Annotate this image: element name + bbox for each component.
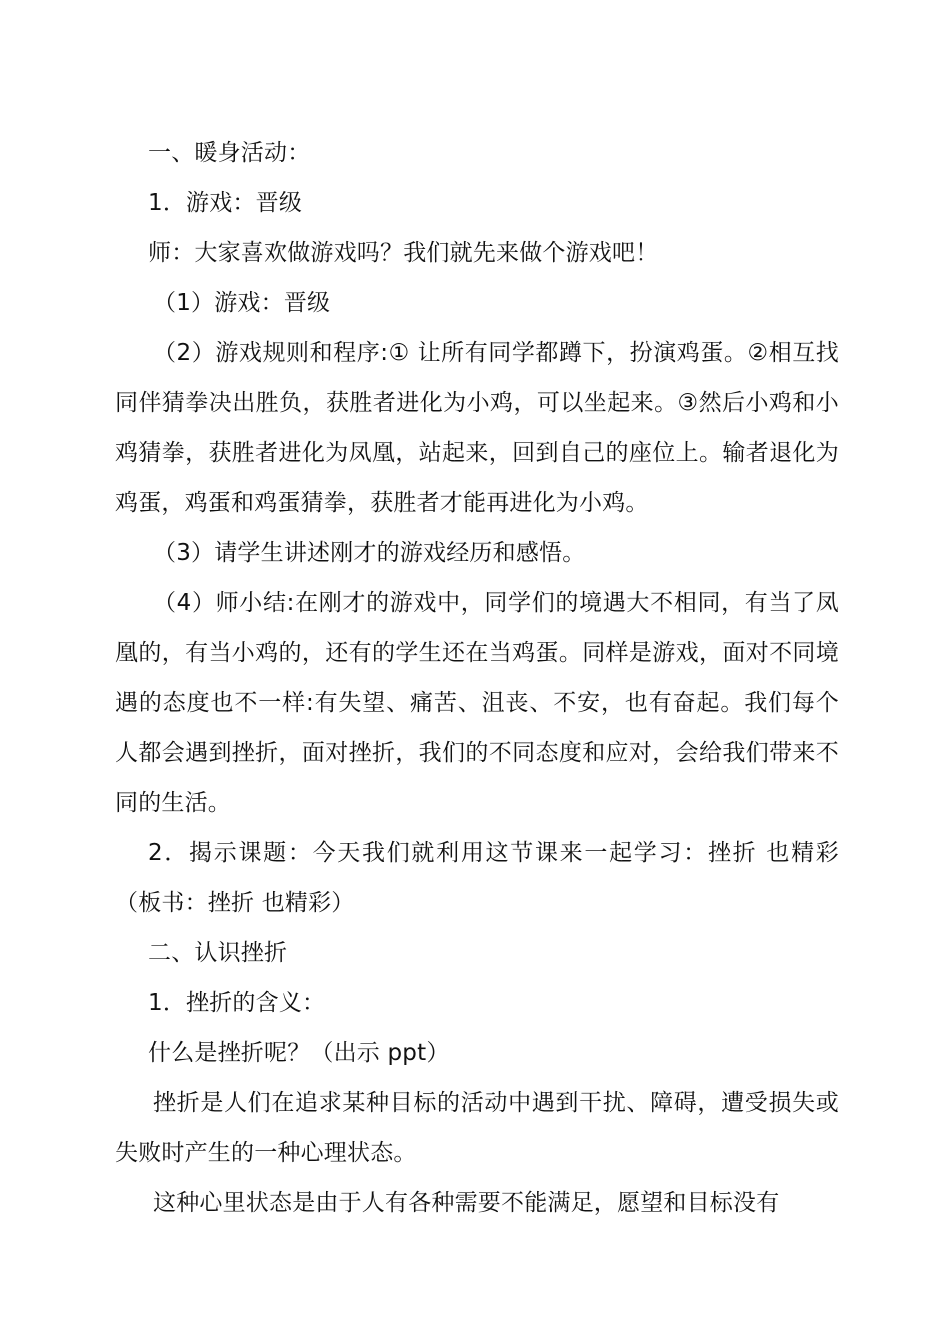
section-heading-understand: 二、认识挫折 [148, 940, 288, 966]
section-heading-warmup: 一、暖身活动： [148, 140, 311, 166]
paragraph-game-rules: （2）游戏规则和程序:① 让所有同学都蹲下，扮演鸡蛋。②相互找同伴猜拳决出胜负，获胜者进化为小鸡，可以坐起来。③然后小鸡和小鸡猜拳，获胜者进化为凤凰，站起来，回到自己的座位上。输者退化为鸡蛋，鸡蛋和鸡蛋猜拳，获胜者才能再进化为小鸡。 [115, 340, 839, 516]
paragraph-teacher-intro: 师：大家喜欢做游戏吗？我们就先来做个游戏吧！ [148, 240, 659, 266]
document-body [115, 128, 839, 1228]
paragraph-game-name: （1）游戏：晋级 [153, 290, 331, 316]
paragraph-definition: 挫折是人们在追求某种目标的活动中遇到干扰、障碍，遭受损失或失败时产生的一种心理状态。 [115, 1090, 839, 1166]
subheading-meaning: 1．挫折的含义： [148, 990, 326, 1016]
paragraph-reveal-topic: 2．揭示课题：今天我们就利用这节课来一起学习：挫折 也精彩（板书：挫折 也精彩） [115, 840, 839, 916]
subheading-game: 1．游戏：晋级 [148, 190, 303, 216]
paragraph-teacher-summary: （4）师小结:在刚才的游戏中，同学们的境遇大不相同，有当了凤凰的，有当小鸡的，还有的学生还在当鸡蛋。同样是游戏，面对不同境遇的态度也不一样:有失望、痛苦、沮丧、不安，也有奋起。我们每个人都会遇到挫折，面对挫折，我们的不同态度和应对，会给我们带来不同的生活。 [115, 590, 839, 816]
paragraph-question: 什么是挫折呢？（出示 ppt） [148, 1040, 450, 1066]
paragraph-explanation: 这种心里状态是由于人有各种需要不能满足，愿望和目标没有 [153, 1190, 780, 1216]
paragraph-student-share: （3）请学生讲述刚才的游戏经历和感悟。 [153, 540, 586, 566]
